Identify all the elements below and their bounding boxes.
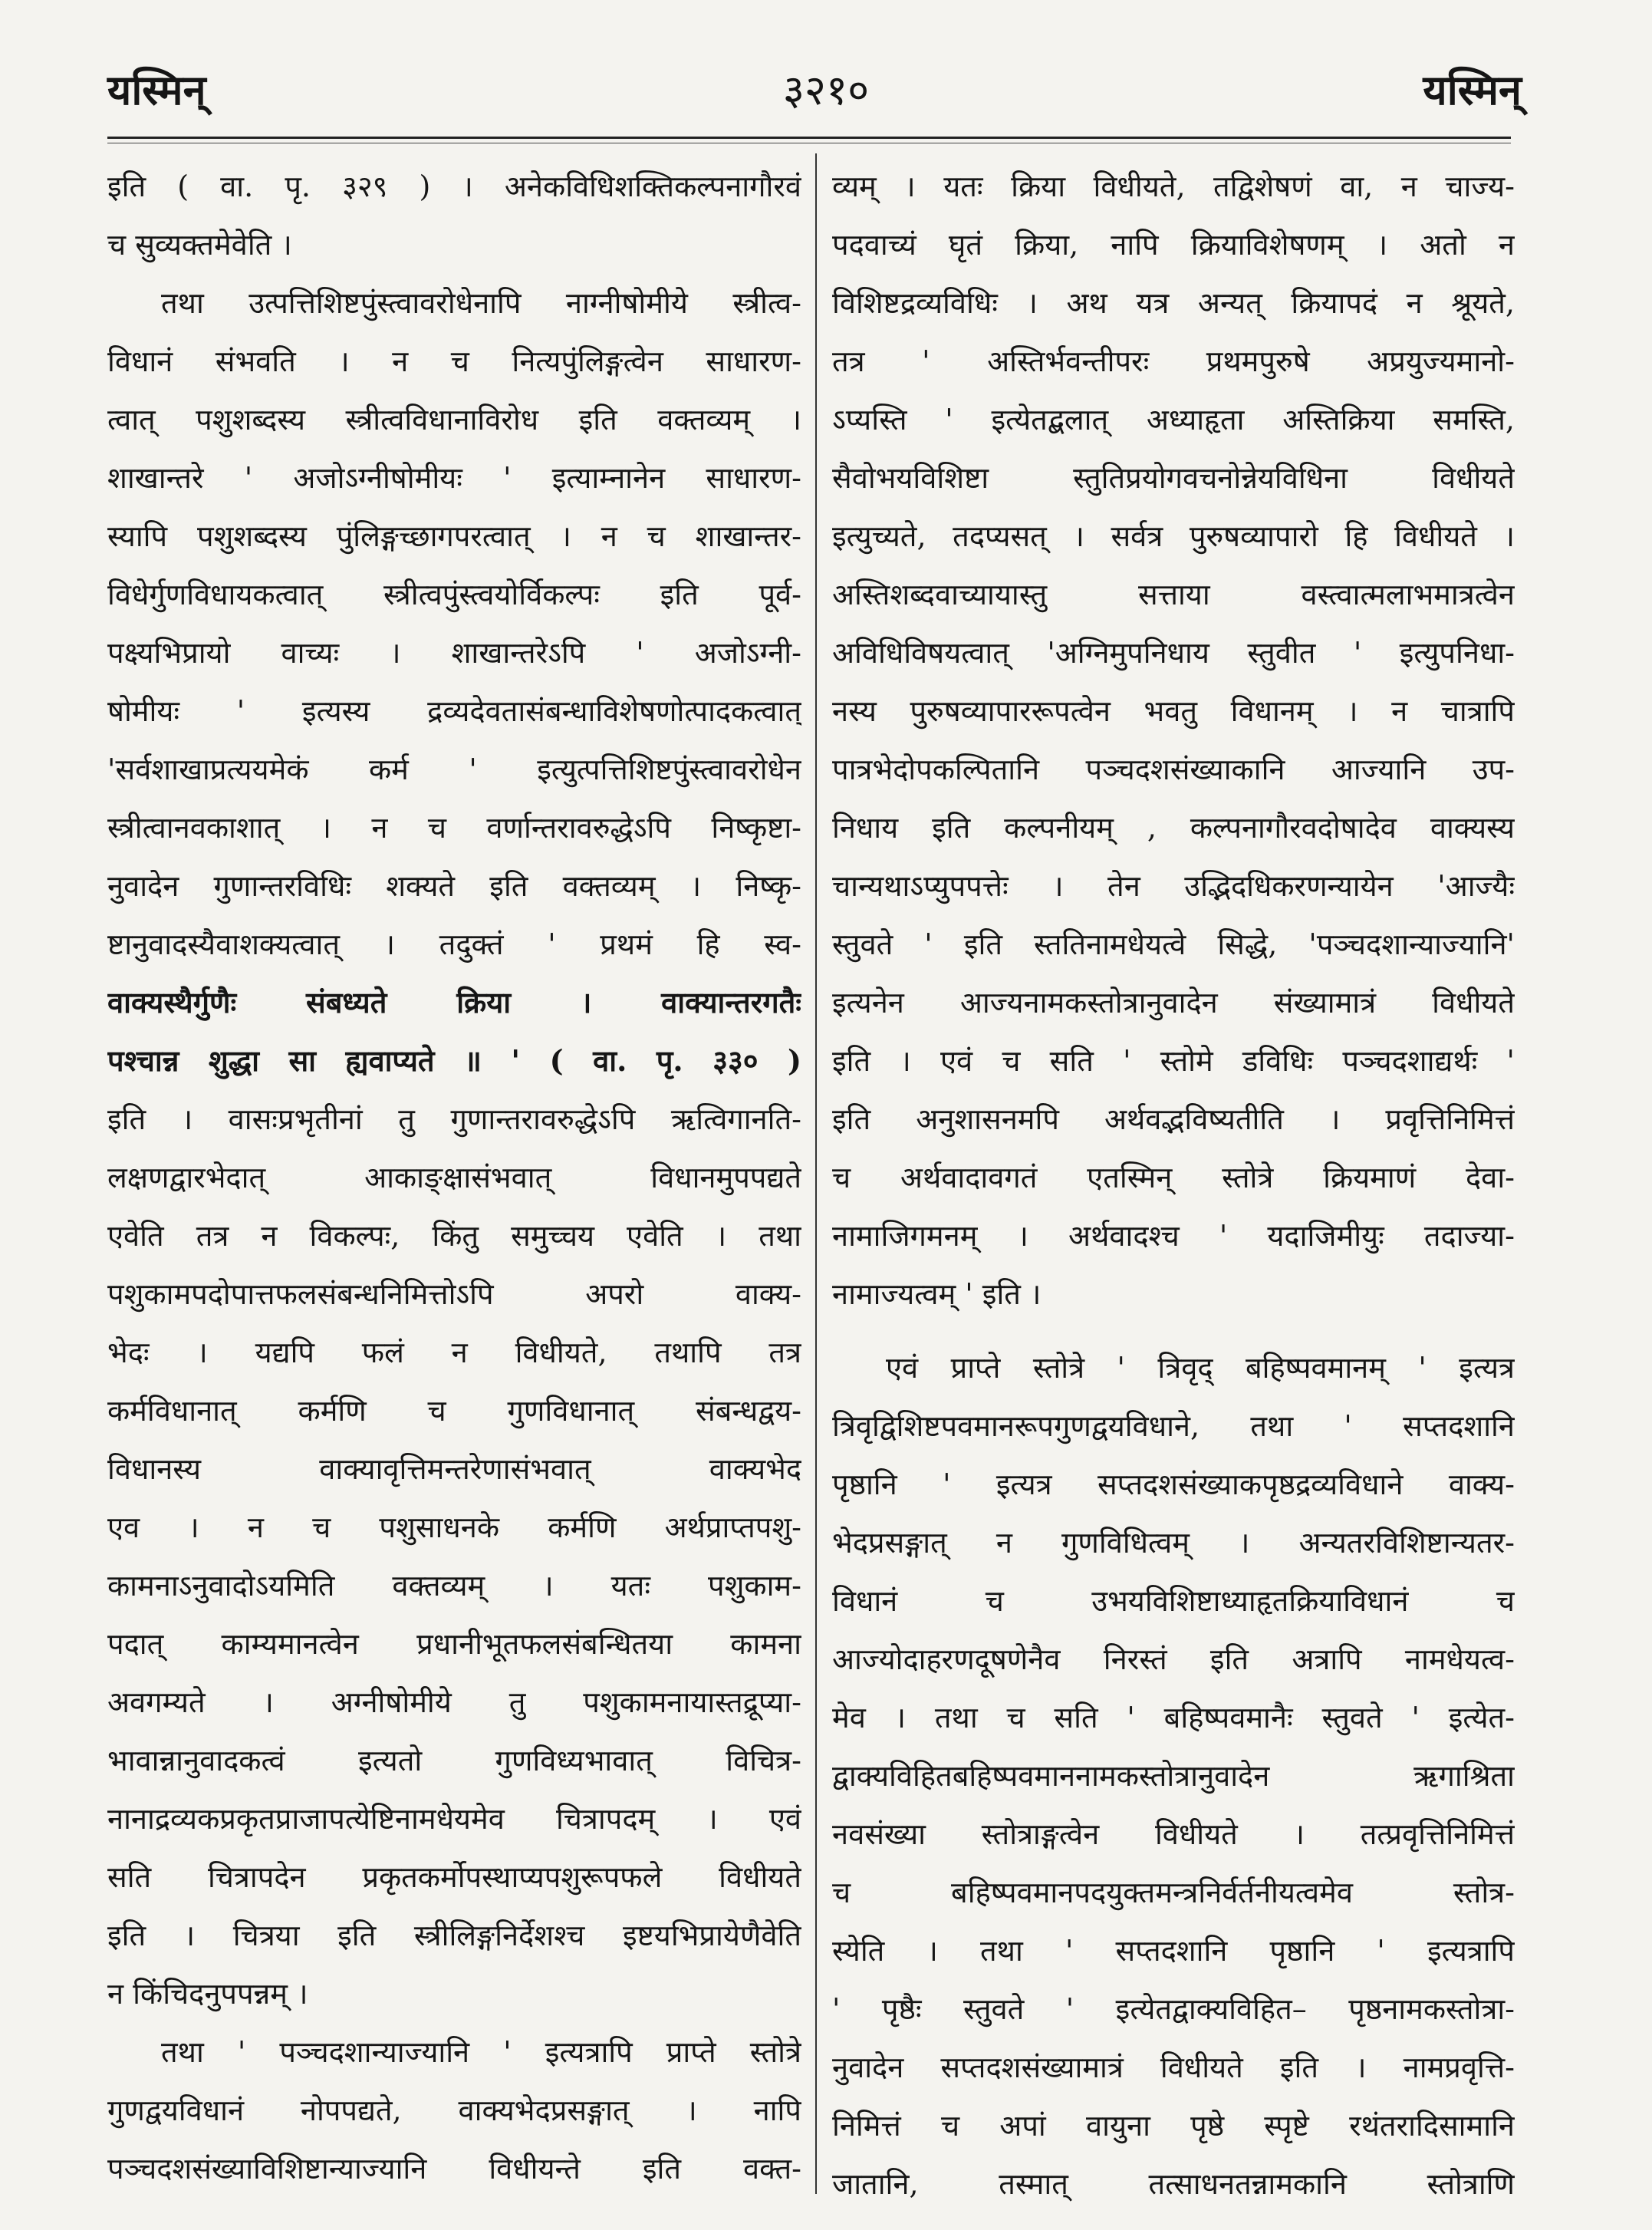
text-line: इत्यनेन आज्यनामकस्तोत्रानुवादेन संख्यामात्रं विधीयते: [832, 986, 1515, 1019]
text-line: कामनाऽनुवादोऽयमिति वक्तव्यम् । यतः पशुकाम-: [107, 1569, 801, 1603]
text-line: ऽप्यस्ति ' इत्येतद्बलात् अध्याहृता अस्तिक्रिया समस्ति,: [832, 403, 1515, 436]
text-line: एव । न च पशुसाधनके कर्मणि अर्थप्राप्तपशु-: [107, 1510, 801, 1544]
text-line: पञ्चदशसंख्याविशिष्टान्याज्यानि विधीयन्ते इति वक्त-: [107, 2152, 801, 2186]
text-line: लक्षणद्वारभेदात् आकाङ्क्षासंभवात् विधानमुपपद्यते: [107, 1161, 801, 1194]
text-line: विधानं संभवति । न च नित्यपुंलिङ्गत्वेन साधारण-: [107, 344, 801, 378]
text-line: भेदप्रसङ्गात् न गुणविधित्वम् । अन्यतरविशिष्टान्यतर-: [832, 1526, 1515, 1560]
text-line: सति चित्रापदेन प्रकृतकर्मोपस्थाप्यपशुरूपफले विधीयते: [107, 1860, 801, 1894]
text-line: शाखान्तरे ' अजोऽग्नीषोमीयः ' इत्याम्नानेन साधारण-: [107, 461, 801, 495]
text-line: आज्योदाहरणदूषणेनैव निरस्तं इति अत्रापि नामधेयत्व-: [832, 1642, 1515, 1676]
column-divider: [815, 153, 817, 2194]
text-line: तत्र ' अस्तिर्भवन्तीपरः प्रथमपुरुषे अप्रयुज्यमानो-: [832, 344, 1515, 378]
text-line: नुवादेन गुणान्तरविधिः शक्यते इति वक्तव्यम् । निष्कृ-: [107, 869, 801, 903]
text-line: पश्चान्न शुद्धा सा ह्यवाप्यते ॥ ' ( वा. पृ. ३३० ): [107, 1043, 801, 1078]
text-line: द्वाक्यविहितबहिष्पवमाननामकस्तोत्रानुवादेन ऋगाश्रिता: [832, 1759, 1515, 1793]
text-line: त्रिवृद्विशिष्टपवमानरूपगुणद्वयविधाने, तथा ' सप्तदशानि: [832, 1409, 1515, 1443]
text-line: विधानं च उभयविशिष्टाध्याहृतक्रियाविधानं च: [832, 1584, 1515, 1618]
text-line: नस्य पुरुषव्यापाररूपत्वेन भवतु विधानम् । न चात्रापि: [832, 694, 1515, 728]
text-line: च सुव्यक्तमेवेति ।: [107, 228, 292, 262]
left-column: [107, 157, 801, 2198]
text-line: अविधिविषयत्वात् 'अग्निमुपनिधाय स्तुवीत ' इत्युपनिधा-: [832, 636, 1515, 670]
text-line: षोमीयः ' इत्यस्य द्रव्यदेवतासंबन्धाविशेषणोत्पादकत्वात्: [107, 694, 801, 728]
text-line: स्येति । तथा ' सप्तदशानि पृष्ठानि ' इत्यत्रापि: [832, 1934, 1515, 1968]
text-line: विशिष्टद्रव्यविधिः । अथ यत्र अन्यत् क्रियापदं न श्रूयते,: [832, 286, 1515, 320]
text-line: ष्टानुवादस्यैवाशक्यत्वात् । तदुक्तं ' प्रथमं हि स्व-: [107, 927, 801, 961]
text-line: नवसंख्या स्तोत्राङ्गत्वेन विधीयते । तत्प्रवृत्तिनिमित्तं: [832, 1817, 1515, 1851]
text-line: नामाज्यत्वम् ' इति ।: [832, 1277, 1042, 1311]
text-line: पदात् काम्यमानत्वेन प्रधानीभूतफलसंबन्धितया कामना: [107, 1627, 801, 1661]
text-line: स्यापि पशुशब्दस्य पुंलिङ्गच्छागपरत्वात् । न च शाखान्तर-: [107, 519, 801, 553]
text-line: 'सर्वशाखाप्रत्ययमेकं कर्म ' इत्युत्पत्तिशिष्टपुंस्त्वावरोधेन: [107, 753, 801, 786]
text-line: पदवाच्यं घृतं क्रिया, नापि क्रियाविशेषणम् । अतो न: [832, 228, 1515, 262]
text-line: स्त्रीत्वानवकाशात् । न च वर्णान्तरावरुद्धेऽपि निष्कृष्टा-: [107, 811, 801, 845]
text-line: सैवोभयविशिष्टा स्तुतिप्रयोगवचनोन्नेयविधिना विधीयते: [832, 461, 1515, 495]
text-line: एवेति तत्र न विकल्पः, किंतु समुच्चय एवेति । तथा: [107, 1219, 801, 1253]
text-line: पक्ष्यभिप्रायो वाच्यः । शाखान्तरेऽपि ' अजोऽग्नी-: [107, 636, 801, 670]
text-line: पशुकामपदोपात्तफलसंबन्धनिमित्तोऽपि अपरो वाक्य-: [107, 1277, 801, 1311]
text-line: इति । चित्रया इति स्त्रीलिङ्गनिर्देशश्च इष्टयभिप्रायेणैवेति: [107, 1919, 801, 1952]
running-head-left: यस्मिन्: [107, 65, 206, 114]
text-line: अस्तिशब्दवाच्यायास्तु सत्ताया वस्त्वात्मलाभमात्रत्वेन: [832, 578, 1515, 611]
text-line: जातानि, तस्मात् तत्साधनतन्नामकानि स्तोत्राणि: [832, 2167, 1515, 2201]
running-head-right: यस्मिन्: [1423, 65, 1522, 114]
text-line: भावान्नानुवादकत्वं इत्यतो गुणविध्यभावात् विचित्र-: [107, 1744, 801, 1777]
header-rule: [107, 137, 1511, 139]
text-line: त्वात् पशुशब्दस्य स्त्रीत्वविधानाविरोध इति वक्तव्यम् ।: [107, 403, 801, 436]
text-line: इति । वासःप्रभृतीनां तु गुणान्तरावरुद्धेऽपि ऋत्विगानति-: [107, 1102, 801, 1136]
text-line: निमित्तं च अपां वायुना पृष्ठे स्पृष्टे रथंतरादिसामानि: [832, 2109, 1515, 2143]
text-line: नुवादेन सप्तदशसंख्यामात्रं विधीयते इति । नामप्रवृत्ति-: [832, 2050, 1515, 2084]
text-line: च बहिष्पवमानपदयुक्तमन्त्रनिर्वर्तनीयत्वमेव स्तोत्र-: [832, 1876, 1515, 1909]
text-line: इत्युच्यते, तदप्यसत् । सर्वत्र पुरुषव्यापारो हि विधीयते ।: [832, 519, 1515, 553]
text-line: च अर्थवादावगतं एतस्मिन् स्तोत्रे क्रियमाणं देवा-: [832, 1161, 1515, 1194]
text-line: पृष्ठानि ' इत्यत्र सप्तदशसंख्याकपृष्ठद्रव्यविधाने वाक्य-: [832, 1467, 1515, 1501]
text-line: वाक्यस्थैर्गुणैः संबध्यते क्रिया । वाक्यान्तरगतैः: [107, 985, 801, 1019]
text-line: भेदः । यद्यपि फलं न विधीयते, तथापि तत्र: [107, 1336, 801, 1369]
text-line: इति ( वा. पृ. ३२९ ) । अनेकविधिशक्तिकल्पनागौरवं: [107, 170, 801, 203]
text-line: विधेर्गुणविधायकत्वात् स्त्रीत्वपुंस्त्वयोर्विकल्पः इति पूर्व-: [107, 578, 801, 611]
text-line: तथा ' पञ्चदशान्याज्यानि ' इत्यत्रापि प्राप्ते स्तोत्रे: [161, 2035, 801, 2069]
text-line: नामाजिगमनम् । अर्थवादश्च ' यदाजिमीयुः तदाज्या-: [832, 1219, 1515, 1253]
text-line: स्तुवते ' इति स्ततिनामधेयत्वे सिद्धे, 'पञ्चदशान्याज्यानि': [832, 927, 1515, 961]
text-line: व्यम् । यतः क्रिया विधीयते, तद्विशेषणं वा, न चाज्य-: [832, 170, 1515, 203]
text-line: पात्रभेदोपकल्पितानि पञ्चदशसंख्याकानि आज्यानि उप-: [832, 753, 1515, 786]
page-number: ३२१०: [782, 66, 870, 114]
text-line: न किंचिदनुपपन्नम् ।: [107, 1977, 308, 2011]
text-line: गुणद्वयविधानं नोपपद्यते, वाक्यभेदप्रसङ्गात् । नापि: [107, 2093, 801, 2127]
text-line: ' पृष्ठैः स्तुवते ' इत्येतद्वाक्यविहित– पृष्ठनामकस्तोत्रा-: [832, 1992, 1515, 2026]
text-line: इति । एवं च सति ' स्तोमे डविधिः पञ्चदशाद्यर्थः ': [832, 1044, 1515, 1078]
text-line: चान्यथाऽप्युपपत्तेः । तेन उद्भिदधिकरणन्यायेन 'आज्यैः: [832, 869, 1515, 903]
text-line: नानाद्रव्यकप्रकृतप्राजापत्येष्टिनामधेयमेव चित्रापदम् । एवं: [107, 1802, 801, 1836]
text-line: एवं प्राप्ते स्तोत्रे ' त्रिवृद् बहिष्पवमानम् ' इत्यत्र: [886, 1351, 1515, 1385]
text-line: विधानस्य वाक्यावृत्तिमन्तरेणासंभवात् वाक्यभेद: [107, 1452, 801, 1486]
text-line: अवगम्यते । अग्नीषोमीये तु पशुकामनायास्तद्रूप्या-: [107, 1685, 801, 1719]
right-column: [832, 157, 1515, 2213]
text-line: कर्मविधानात् कर्मणि च गुणविधानात् संबन्धद्वय-: [107, 1394, 801, 1428]
text-line: तथा उत्पत्तिशिष्टपुंस्त्वावरोधेनापि नाग्नीषोमीये स्त्रीत्व-: [161, 286, 801, 320]
text-line: मेव । तथा च सति ' बहिष्पवमानैः स्तुवते ' इत्येत-: [832, 1701, 1515, 1734]
text-line: निधाय इति कल्पनीयम् , कल्पनागौरवदोषादेव वाक्यस्य: [832, 811, 1515, 845]
text-line: इति अनुशासनमपि अर्थवद्भविष्यतीति । प्रवृत्तिनिमित्तं: [832, 1102, 1515, 1136]
